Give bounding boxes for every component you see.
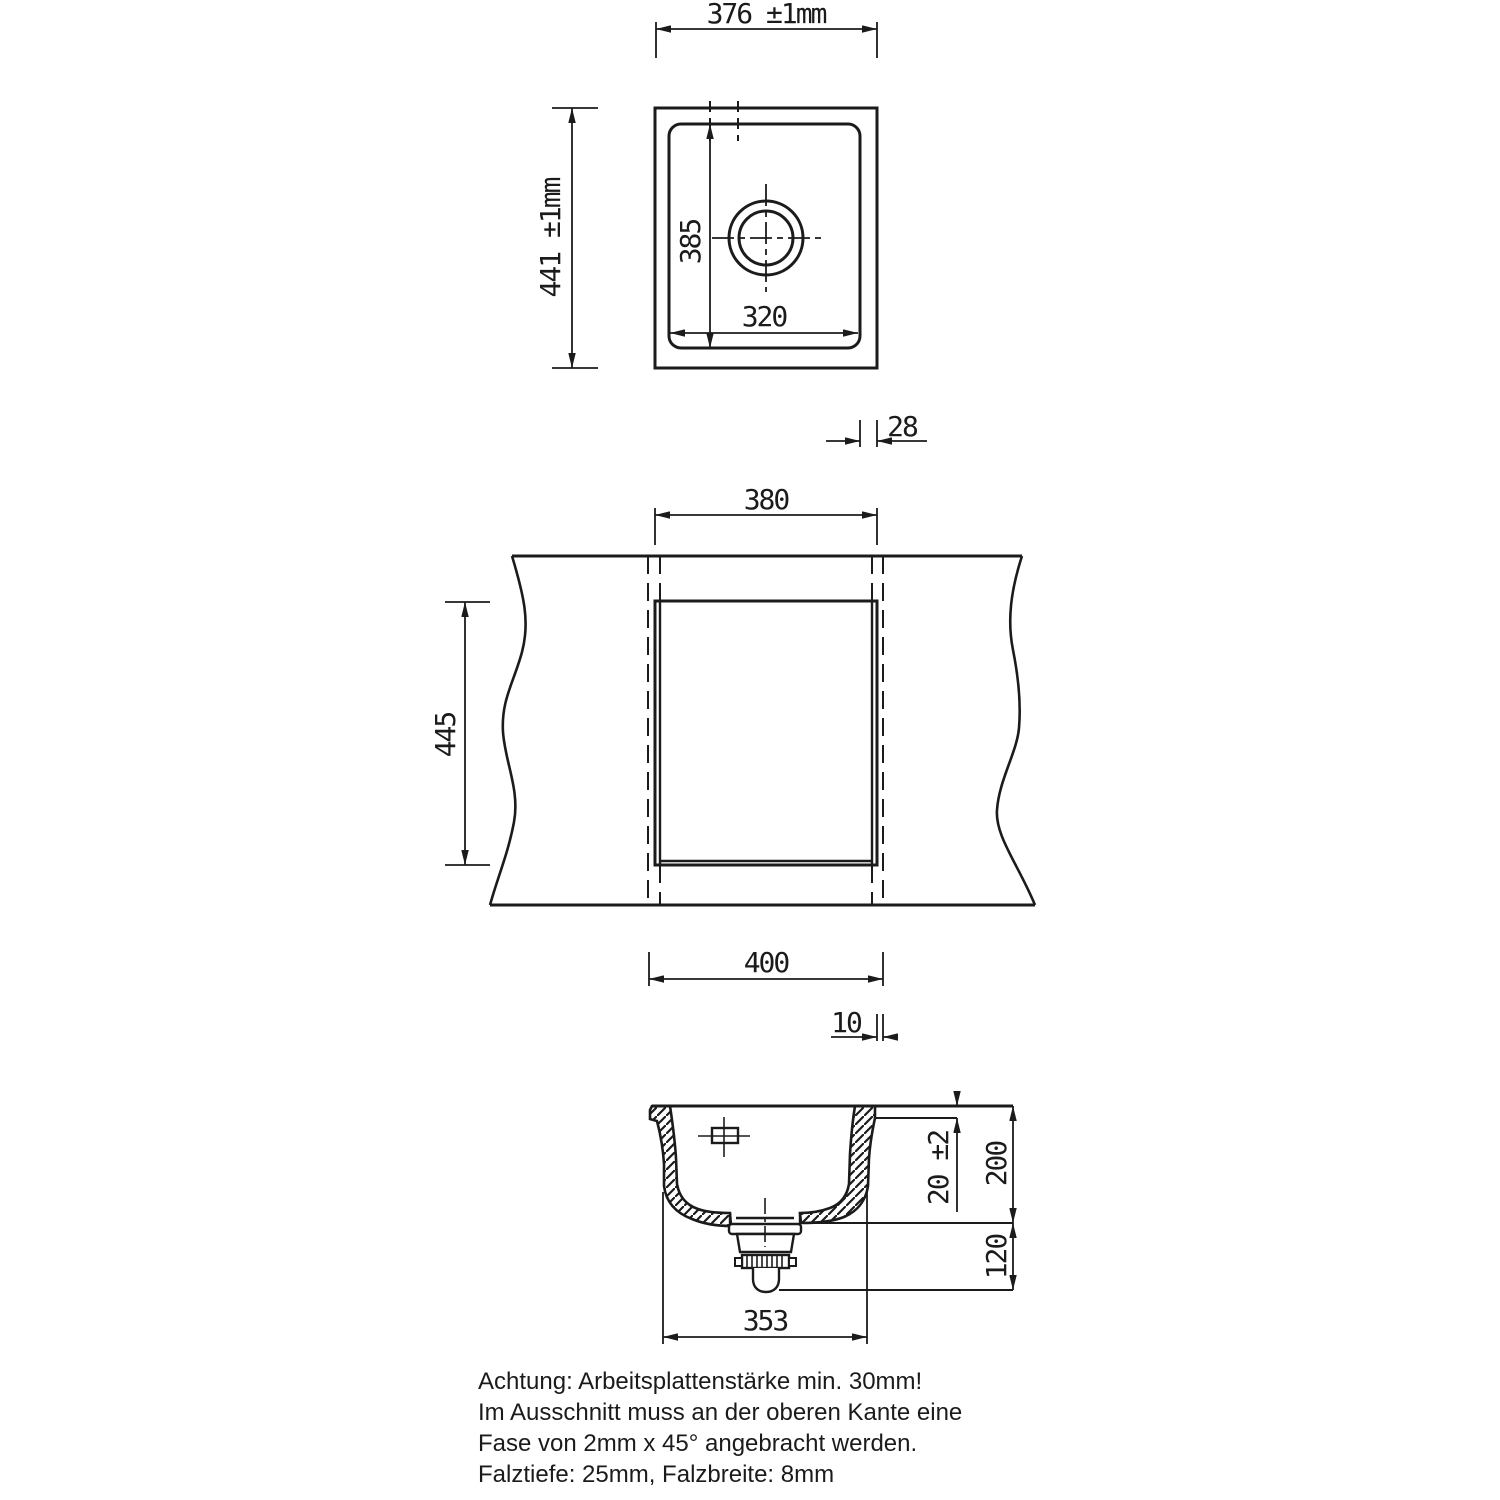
dim-opening-height-label: 445	[429, 712, 462, 758]
note-line-3: Fase von 2mm x 45° angebracht werden.	[478, 1430, 918, 1457]
rim-width-dim	[826, 410, 927, 447]
top-view	[534, 0, 877, 368]
dim-outer-width-label: 376 ±1mm	[706, 0, 826, 30]
break-line-right	[997, 556, 1035, 905]
note-line-4: Falztiefe: 25mm, Falzbreite: 8mm	[478, 1461, 835, 1488]
dim-top-opening-label: 380	[743, 483, 789, 516]
dim-bowl-depth-label: 200	[980, 1141, 1013, 1187]
section-view	[650, 1093, 1013, 1344]
drain-nut-tab-right	[789, 1258, 796, 1266]
dim-outer-height-label: 441 ±1mm	[534, 178, 567, 298]
note-line-1: Achtung: Arbeitsplattenstärke min. 30mm!	[478, 1368, 923, 1395]
dim-rim-width-label: 28	[887, 410, 917, 443]
dim-basin-height-label: 385	[674, 219, 707, 265]
drain-outlet	[753, 1268, 779, 1292]
dim-edge-offset-label: 10	[831, 1006, 861, 1039]
dim-drain-height-label: 120	[980, 1234, 1013, 1280]
cutout-view	[429, 483, 1035, 1041]
drain-nut-tab-left	[735, 1258, 742, 1266]
cutout-opening-outline	[655, 601, 877, 865]
dim-rim-depth-label: 20 ±2	[922, 1130, 955, 1206]
break-line-left	[490, 556, 526, 905]
installation-note	[478, 1366, 962, 1490]
right-wall-section	[800, 1106, 875, 1223]
dim-basin-width-label: 320	[741, 300, 787, 333]
dim-bottom-width-label: 353	[742, 1304, 788, 1337]
note-line-2: Im Ausschnitt muss an der oberen Kante eine	[478, 1399, 963, 1426]
dim-bottom-cutout-label: 400	[743, 946, 789, 979]
